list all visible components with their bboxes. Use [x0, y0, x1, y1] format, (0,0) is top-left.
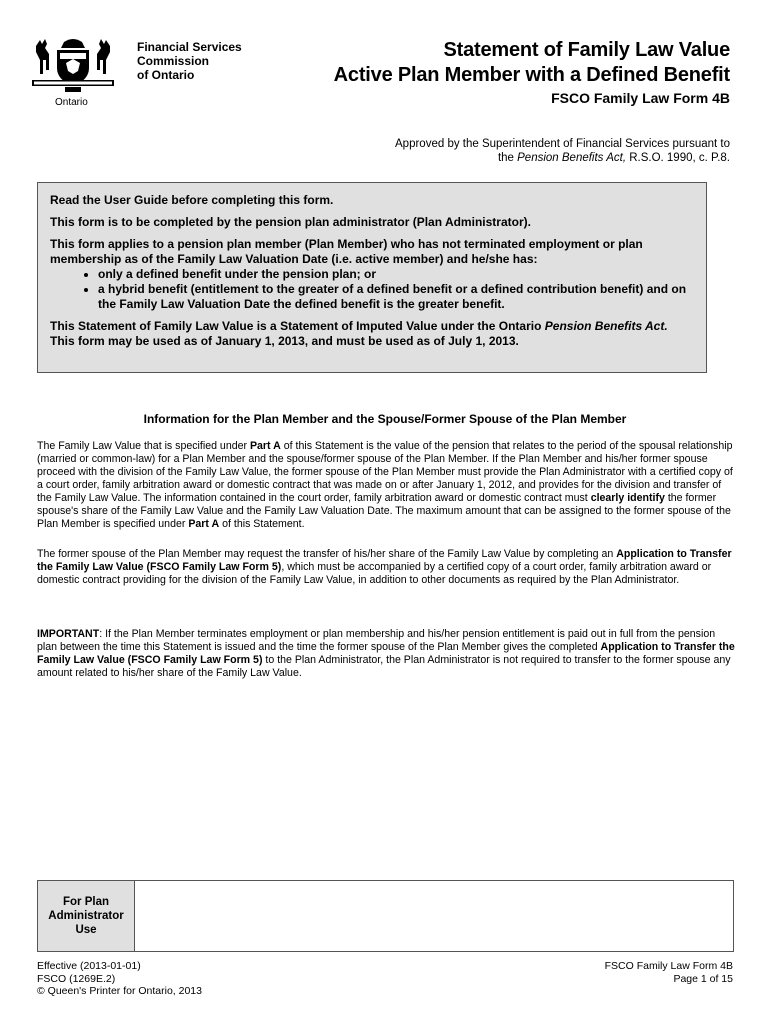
- approval-act: Pension Benefits Act,: [517, 152, 627, 164]
- bold-run: clearly identify: [590, 492, 665, 504]
- bold-run: Application to Transfer the Family Law Value (FSCO Family Law Form 5): [37, 548, 732, 573]
- footer-line: Effective (2013-01-01): [37, 960, 141, 972]
- admin-label-line: Administrator: [48, 910, 124, 922]
- footer-line: © Queen's Printer for Ontario, 2013: [37, 985, 202, 997]
- notice-bullet: • a hybrid benefit (entitlement to the greater of a defined benefit or a defined contribution benefit) and on the Family Law Valuation Date the defined benefit is the greater benefit.: [98, 282, 694, 312]
- agency-line: Financial Services: [137, 40, 242, 54]
- footer-right: [605, 960, 733, 985]
- footer-left: [37, 960, 202, 998]
- info-paragraph: [37, 548, 735, 587]
- ontario-coat-of-arms-icon: [30, 36, 116, 94]
- important-paragraph: [37, 628, 735, 680]
- text-run: : If the Plan Member terminates employment or plan membership and his/her pension entitlement is paid out in full from the pension plan between the time this Statement is issued and the time the former spouse of the Plan Member gives the completed: [37, 628, 716, 653]
- admin-label-cell: [38, 881, 135, 951]
- footer-form-name: FSCO Family Law Form 4B: [604, 960, 733, 972]
- bold-run: Part A: [188, 518, 220, 530]
- text-run: The Family Law Value that is specified under: [37, 440, 250, 452]
- text-run: The former spouse of the Plan Member may request the transfer of his/her share of the Family Law Value by completing an: [37, 548, 617, 560]
- bold-run: IMPORTANT: [37, 628, 100, 640]
- notice-line: [50, 319, 694, 334]
- approval-line: [310, 151, 730, 165]
- notice-act: Pension Benefits Act.: [544, 319, 668, 333]
- text-run: , which must be accompanied by a certified copy of a court order, family arbitration award or domestic contract providing for the division of the Family Law Value, in addition to other documents as required by the Plan Administrator.: [37, 561, 712, 586]
- notice-imputed-prefix: This Statement of Family Law Value is a Statement of Imputed Value under the Ontario: [50, 319, 545, 333]
- title-line: Statement of Family Law Value: [443, 39, 730, 61]
- footer-line: FSCO (1269E.2): [37, 972, 116, 985]
- text-run: of this Statement.: [219, 518, 305, 530]
- form-title: [334, 38, 730, 88]
- crest-caption: Ontario: [55, 97, 88, 108]
- agency-line: Commission: [137, 54, 210, 68]
- text-run: of this Statement is the value of the pension that relates to the period of the spousal relationship (married or common-law) for a Plan Member and the spouse/former spouse of the Plan Member. If the Plan Member and his/her former spouse proceed with the division of the Family Law Value, the former spouse of the Plan Member must provide the Plan Administrator with a certified copy of a court order, family arbitration award or domestic contract that was made on or after January 1, 2012, and provides for the division and transfer of the Family Law Value. The information contained in the court order, family arbitration award or domestic contract must: [37, 440, 733, 504]
- approval-line: Approved by the Superintendent of Financial Services pursuant to: [395, 138, 730, 150]
- text-run: to the Plan Administrator, the Plan Administrator is not required to transfer to the former spouse any amount related to his/her share of the Family Law Value.: [37, 654, 731, 679]
- page-number: Page 1 of 15: [673, 972, 733, 985]
- info-paragraph: [37, 440, 735, 531]
- bold-run: Application to Transfer the Family Law Value (FSCO Family Law Form 5): [37, 641, 735, 666]
- admin-label: [38, 895, 134, 937]
- notice-line: This form applies to a pension plan member (Plan Member) who has not terminated employment or plan membership as of the Family Law Valuation Date (i.e. active member) and he/she has:: [50, 237, 643, 266]
- title-line: Active Plan Member with a Defined Benefit: [333, 64, 730, 86]
- approval-statement: [310, 137, 730, 165]
- admin-label-line: For Plan: [62, 896, 109, 908]
- info-heading: Information for the Plan Member and the Spouse/Former Spouse of the Plan Member: [143, 412, 627, 426]
- agency-name: [137, 40, 242, 82]
- plan-administrator-use-box: [37, 880, 734, 952]
- notice-box: [37, 182, 707, 373]
- notice-bullet: • only a defined benefit under the pension plan; or: [98, 267, 694, 282]
- notice-line: Read the User Guide before completing this form.: [50, 193, 334, 207]
- admin-label-line: Use: [75, 924, 97, 936]
- notice-bullets: [50, 267, 694, 312]
- admin-use-field[interactable]: [135, 881, 733, 951]
- agency-line: of Ontario: [137, 68, 195, 82]
- approval-suffix: R.S.O. 1990, c. P.8.: [626, 152, 730, 164]
- notice-line: This form may be used as of January 1, 2013, and must be used as of July 1, 2013.: [50, 334, 519, 348]
- approval-prefix: the: [497, 152, 518, 164]
- text-run: the former spouse's share of the Family Law Value and the Family Law Valuation Date. The maximum amount that can be assigned to the former spouse of the Plan Member is specified under: [37, 492, 731, 530]
- form-number: FSCO Family Law Form 4B: [551, 90, 730, 106]
- notice-line: This form is to be completed by the pension plan administrator (Plan Administrator).: [50, 215, 531, 229]
- bold-run: Part A: [249, 440, 281, 452]
